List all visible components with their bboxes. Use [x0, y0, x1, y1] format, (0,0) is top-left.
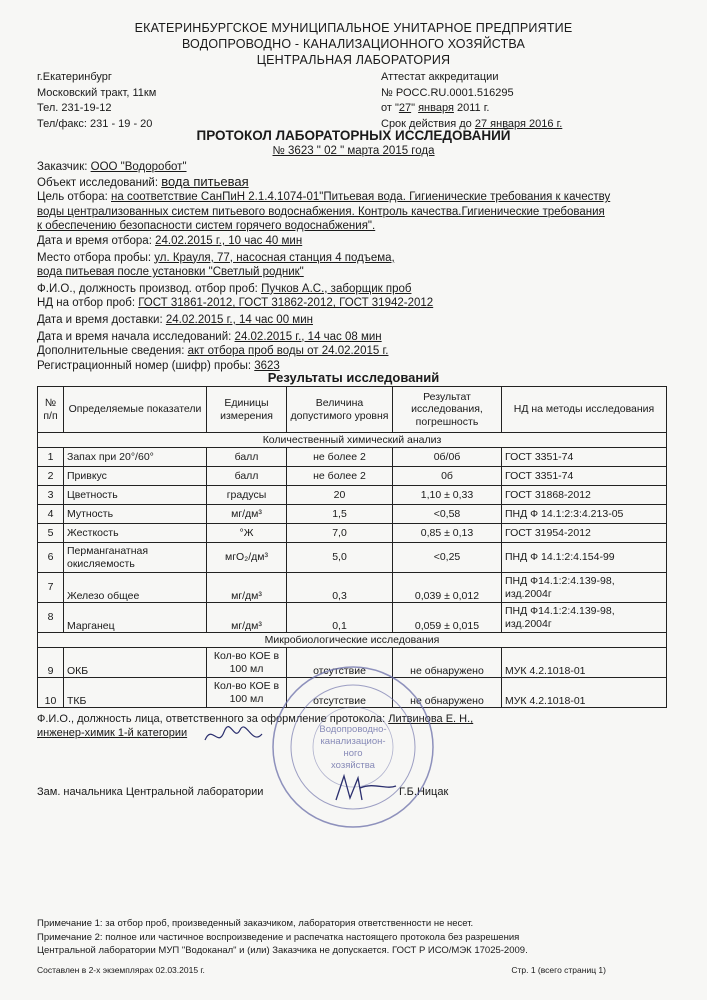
- accreditation-block: [381, 70, 562, 132]
- date-month: января: [418, 102, 454, 114]
- method-line-2: изд.2004г: [505, 617, 552, 630]
- responsible-label: Ф.И.О., должность лица, ответственного за оформление протокола:: [37, 713, 389, 725]
- cell-unit: градусы: [207, 486, 287, 505]
- cell-unit: мг/дм³: [207, 603, 287, 633]
- cell-limit: 0,3: [287, 573, 393, 603]
- cell-limit: 5,0: [287, 543, 393, 573]
- cell-limit: отсутствие: [287, 648, 393, 678]
- validity-date: 27 января 2016 г.: [474, 117, 563, 130]
- table-row: [38, 524, 667, 543]
- note-2-line-2: Центральной лаборатории МУП "Водоканал" и (или) Заказчика не допускается. ГОСТ Р ИСО/МЭК 17025-2009.: [37, 945, 528, 956]
- note-1: Примечание 1: за отбор проб, произведенный заказчиком, лаборатория ответственности не несет.: [37, 918, 474, 929]
- cell-indicator: ОКБ: [64, 648, 207, 678]
- contact-block: [37, 70, 156, 132]
- place-line-2: вода питьевая после установки "Светлый родник": [37, 266, 304, 279]
- table-row: [38, 505, 667, 524]
- validity-label: Срок действия до: [381, 117, 475, 130]
- cell-number: 4: [38, 505, 64, 524]
- responsible-position: инженер-химик 1-й категории: [37, 727, 188, 739]
- results-table: [37, 386, 667, 708]
- header-unit: Единицы измерения: [207, 387, 287, 433]
- customer-line: [37, 160, 647, 175]
- cell-indicator: Жесткость: [64, 524, 207, 543]
- delivery-label: Дата и время доставки:: [37, 313, 166, 326]
- registration-value: 3623: [254, 359, 280, 372]
- header-line-2: ВОДОПРОВОДНО - КАНАЛИЗАЦИОННОГО ХОЗЯЙСТВА: [181, 37, 526, 51]
- contact-fax: Тел/факс: 231 - 19 - 20: [37, 117, 153, 130]
- cell-indicator: Привкус: [64, 467, 207, 486]
- stamp-text-a: Водопроводно-: [319, 724, 387, 735]
- cell-method: ПНД Ф 14.1:2:4.154-99: [502, 543, 667, 573]
- table-row: [38, 486, 667, 505]
- table-row: [38, 603, 667, 633]
- cell-result: 0б: [393, 467, 502, 486]
- accreditation-date: [381, 101, 562, 117]
- object-value: вода питьевая: [161, 173, 249, 189]
- delivery-line: [37, 313, 647, 328]
- cell-number: 2: [38, 467, 64, 486]
- cell-number: 7: [38, 573, 64, 603]
- cell-method: МУК 4.2.1018-01: [502, 678, 667, 708]
- page-number: Стр. 1 (всего страниц 1): [511, 965, 606, 975]
- header-number: № п/п: [38, 387, 64, 433]
- protocol-number-text: № 3623 " 02 " марта 2015 года: [272, 145, 435, 157]
- indicator-line-2: окисляемость: [67, 557, 135, 570]
- indicator-line-1: Перманганатная: [67, 545, 149, 557]
- purpose-line-3: к обеспечению безопасности систем горячего водоснабжения".: [37, 220, 376, 233]
- unit-line-1: Кол-во КОЕ в: [213, 680, 280, 692]
- purpose-label: Цель отбора:: [37, 191, 111, 204]
- cell-method: ГОСТ 3351-74: [502, 448, 667, 467]
- cell-unit: мг/дм³: [207, 573, 287, 603]
- results-title: Результаты исследований: [267, 370, 440, 385]
- delivery-value: 24.02.2015 г., 14 час 00 мин: [165, 313, 313, 326]
- cell-number: 9: [38, 648, 64, 678]
- cell-number: 3: [38, 486, 64, 505]
- sample-info: [37, 160, 647, 373]
- contact-address: Московский тракт, 11км: [37, 86, 157, 99]
- cell-unit: балл: [207, 467, 287, 486]
- unit-line-2: 100 мл: [229, 662, 264, 675]
- unit-line-1: Кол-во КОЕ в: [213, 650, 280, 662]
- cell-limit: отсутствие: [287, 678, 393, 708]
- cell-result: 1,10 ± 0,33: [393, 486, 502, 505]
- responsible-name: Литвинова Е. Н.,: [388, 713, 474, 725]
- manager-name: Г.Б.Ницак: [399, 786, 449, 798]
- sampling-datetime-line: [37, 234, 647, 249]
- cell-method: [502, 573, 667, 603]
- sampling-standard-value: ГОСТ 31861-2012, ГОСТ 31862-2012, ГОСТ 31942-2012: [138, 297, 434, 310]
- cell-method: ПНД Ф 14.1:2:3:4.213-05: [502, 505, 667, 524]
- cell-limit: не более 2: [287, 467, 393, 486]
- cell-indicator: Марганец: [64, 603, 207, 633]
- stamp-text-d: хозяйства: [331, 760, 375, 771]
- cell-indicator: [64, 543, 207, 573]
- sampling-standard-label: НД на отбор проб:: [37, 297, 139, 310]
- customer-label: Заказчик:: [37, 161, 91, 173]
- cell-unit: балл: [207, 448, 287, 467]
- place-value-1: ул. Крауля, 77, насосная станция 4 подъема,: [154, 251, 395, 264]
- section-microbiological: Микробиологические исследования: [38, 633, 667, 648]
- section-row: [38, 433, 667, 448]
- header-limit: Величина допустимого уровня: [287, 387, 393, 433]
- cell-method: МУК 4.2.1018-01: [502, 648, 667, 678]
- table-row: [38, 573, 667, 603]
- date-day: 27: [398, 102, 412, 114]
- section-row: [38, 633, 667, 648]
- header-method: НД на методы исследования: [502, 387, 667, 433]
- cell-number: 8: [38, 603, 64, 633]
- header-indicator: Определяемые показатели: [64, 387, 207, 433]
- cell-number: 5: [38, 524, 64, 543]
- manager-label: Зам. начальника Центральной лаборатории: [37, 786, 264, 798]
- accreditation-number: № РОСС.RU.0001.516295: [381, 86, 514, 99]
- unit-line-2: 100 мл: [229, 692, 264, 705]
- start-label: Дата и время начала исследований:: [37, 330, 235, 343]
- date-year: 2011 г.: [453, 102, 490, 114]
- cell-result: 0,039 ± 0,012: [393, 573, 502, 603]
- date-mid: ": [411, 102, 419, 114]
- protocol-number: [0, 145, 707, 157]
- organization-stamp: [268, 662, 438, 832]
- cell-result: 0,059 ± 0,015: [393, 603, 502, 633]
- sampling-datetime-value: 24.02.2015 г., 10 час 40 мин: [155, 234, 303, 247]
- cell-method: ГОСТ 3351-74: [502, 467, 667, 486]
- protocol-title: ПРОТОКОЛ ЛАБОРАТОРНЫХ ИССЛЕДОВАНИЙ: [196, 128, 511, 143]
- customer-value: ООО "Водоробот": [90, 161, 187, 173]
- cell-method: [502, 603, 667, 633]
- header-line-3: ЦЕНТРАЛЬНАЯ ЛАБОРАТОРИЯ: [256, 53, 451, 67]
- cell-limit: 7,0: [287, 524, 393, 543]
- cell-unit: мг/дм³: [207, 505, 287, 524]
- sampler-value: Пучков А.С., заборщик проб: [261, 282, 412, 295]
- signature-manager: [330, 770, 400, 806]
- purpose-line-1: [37, 190, 647, 205]
- table-header-row: [38, 387, 667, 433]
- note-2-line-1: Примечание 2: полное или частичное воспроизведение и распечатка настоящего протокола без разрешения: [37, 931, 520, 943]
- section-chemical: Количественный химический анализ: [38, 433, 667, 448]
- cell-method: ГОСТ 31868-2012: [502, 486, 667, 505]
- method-line-1: ПНД Ф14.1:2:4.139-98,: [505, 575, 615, 587]
- sampler-line: [37, 282, 647, 297]
- date-prefix: от ": [381, 102, 399, 114]
- cell-result: <0,25: [393, 543, 502, 573]
- header-line-1: ЕКАТЕРИНБУРГСКОЕ МУНИЦИПАЛЬНОЕ УНИТАРНОЕ ПРЕДПРИЯТИЕ: [134, 21, 573, 35]
- accreditation-label: Аттестат аккредитации: [381, 71, 499, 83]
- cell-indicator: Мутность: [64, 505, 207, 524]
- cell-unit: мгO₂/дм³: [207, 543, 287, 573]
- place-line-1: [37, 251, 647, 266]
- contact-phone: Тел. 231-19-12: [37, 102, 112, 114]
- registration-label: Регистрационный номер (шифр) пробы:: [37, 359, 255, 372]
- cell-result: <0,58: [393, 505, 502, 524]
- stamp-text-b: канализацион-: [320, 736, 386, 747]
- cell-limit: не более 2: [287, 448, 393, 467]
- header-result: Результат исследования, погрешность: [393, 387, 502, 433]
- cell-unit: °Ж: [207, 524, 287, 543]
- cell-indicator: Цветность: [64, 486, 207, 505]
- method-line-2: изд.2004г: [505, 587, 552, 600]
- object-line: [37, 175, 647, 191]
- extra-info-value: акт отбора проб воды от 24.02.2015 г.: [187, 345, 389, 358]
- cell-number: 6: [38, 543, 64, 573]
- cell-indicator: ТКБ: [64, 678, 207, 708]
- cell-limit: 0,1: [287, 603, 393, 633]
- object-label: Объект исследований:: [37, 176, 162, 189]
- cell-indicator: Запах при 20°/60°: [64, 448, 207, 467]
- cell-result: 0б/0б: [393, 448, 502, 467]
- cell-number: 1: [38, 448, 64, 467]
- cell-number: 10: [38, 678, 64, 708]
- stamp-text-c: ного: [343, 748, 363, 759]
- signature-responsible: [200, 720, 270, 750]
- method-line-1: ПНД Ф14.1:2:4.139-98,: [505, 605, 615, 617]
- organization-header: [0, 20, 707, 68]
- cell-indicator: Железо общее: [64, 573, 207, 603]
- sampler-label: Ф.И.О., должность производ. отбор проб:: [37, 282, 262, 295]
- copies-note: Составлен в 2-х экземплярах 02.03.2015 г.: [37, 965, 205, 975]
- purpose-line-2: воды централизованных систем питьевого водоснабжения. Контроль качества.Гигиенические требования: [37, 205, 605, 218]
- sampling-standard-line: [37, 296, 647, 311]
- cell-method: ГОСТ 31954-2012: [502, 524, 667, 543]
- cell-limit: 1,5: [287, 505, 393, 524]
- sampling-datetime-label: Дата и время отбора:: [37, 234, 156, 247]
- notes-block: [37, 917, 677, 958]
- table-row: [38, 543, 667, 573]
- contact-city: г.Екатеринбург: [37, 71, 112, 83]
- place-label: Место отбора пробы:: [37, 251, 155, 264]
- cell-result: 0,85 ± 0,13: [393, 524, 502, 543]
- extra-info-line: [37, 344, 647, 359]
- start-value: 24.02.2015 г., 14 час 08 мин: [234, 330, 382, 343]
- purpose-value-1: на соответствие СанПиН 2.1.4.1074-01"Питьевая вода. Гигиенические требования к качеству: [111, 191, 611, 204]
- table-row: [38, 467, 667, 486]
- start-line: [37, 330, 647, 345]
- cell-result: не обнаружено: [393, 648, 502, 678]
- table-row: [38, 448, 667, 467]
- cell-limit: 20: [287, 486, 393, 505]
- extra-info-label: Дополнительные сведения:: [37, 345, 188, 358]
- cell-result: не обнаружено: [393, 678, 502, 708]
